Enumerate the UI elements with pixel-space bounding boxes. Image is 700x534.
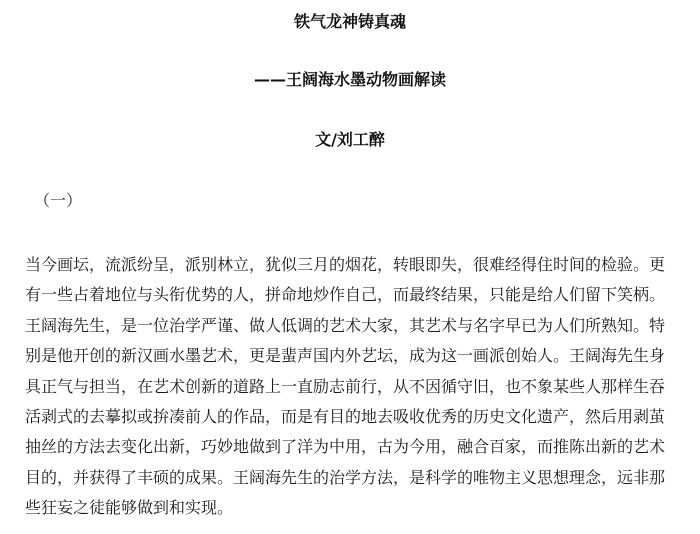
article-author: 文/刘工醉: [315, 130, 385, 149]
body-line: 王阔海先生，是一位治学严谨、做人低调的艺术大家，其艺术与名字早已为人们所熟知。特: [25, 315, 666, 335]
body-line: 活剥式的去摹拟或拚凑前人的作品，而是有目的地去吸收优秀的历史文化遗产，然后用剥茧: [25, 407, 666, 427]
body-paragraph: [25, 250, 681, 524]
section-label: （一）: [34, 191, 83, 210]
body-line: 别是他开创的新汉画水墨艺术，更是蜚声国内外艺坛，成为这一画派创始人。王阔海先生身: [25, 346, 666, 366]
article-title: 铁气龙神铸真魂: [293, 12, 406, 31]
body-line: 当今画坛，流派纷呈，派别林立，犹似三月的烟花，转眼即失，很难经得住时间的检验。更: [25, 255, 666, 274]
body-line: 具正气与担当，在艺术创新的道路上一直励志前行，从不因循守旧，也不象某些人那样生吞: [25, 376, 666, 396]
body-line: 抽丝的方法去变化出新，巧妙地做到了洋为中用，古为今用，融合百家，而推陈出新的艺术: [25, 437, 666, 457]
article-subtitle: ——王阔海水墨动物画解读: [253, 70, 446, 89]
body-line: 些狂妄之徒能够做到和实现。: [25, 498, 234, 518]
body-line: 有一些占着地位与头衔优势的人，拼命地炒作自己，而最终结果，只能是给人们留下笑柄。: [25, 285, 666, 305]
body-line: 目的，并获得了丰硕的成果。王阔海先生的治学方法，是科学的唯物主义思想理念，远非那: [25, 467, 666, 487]
